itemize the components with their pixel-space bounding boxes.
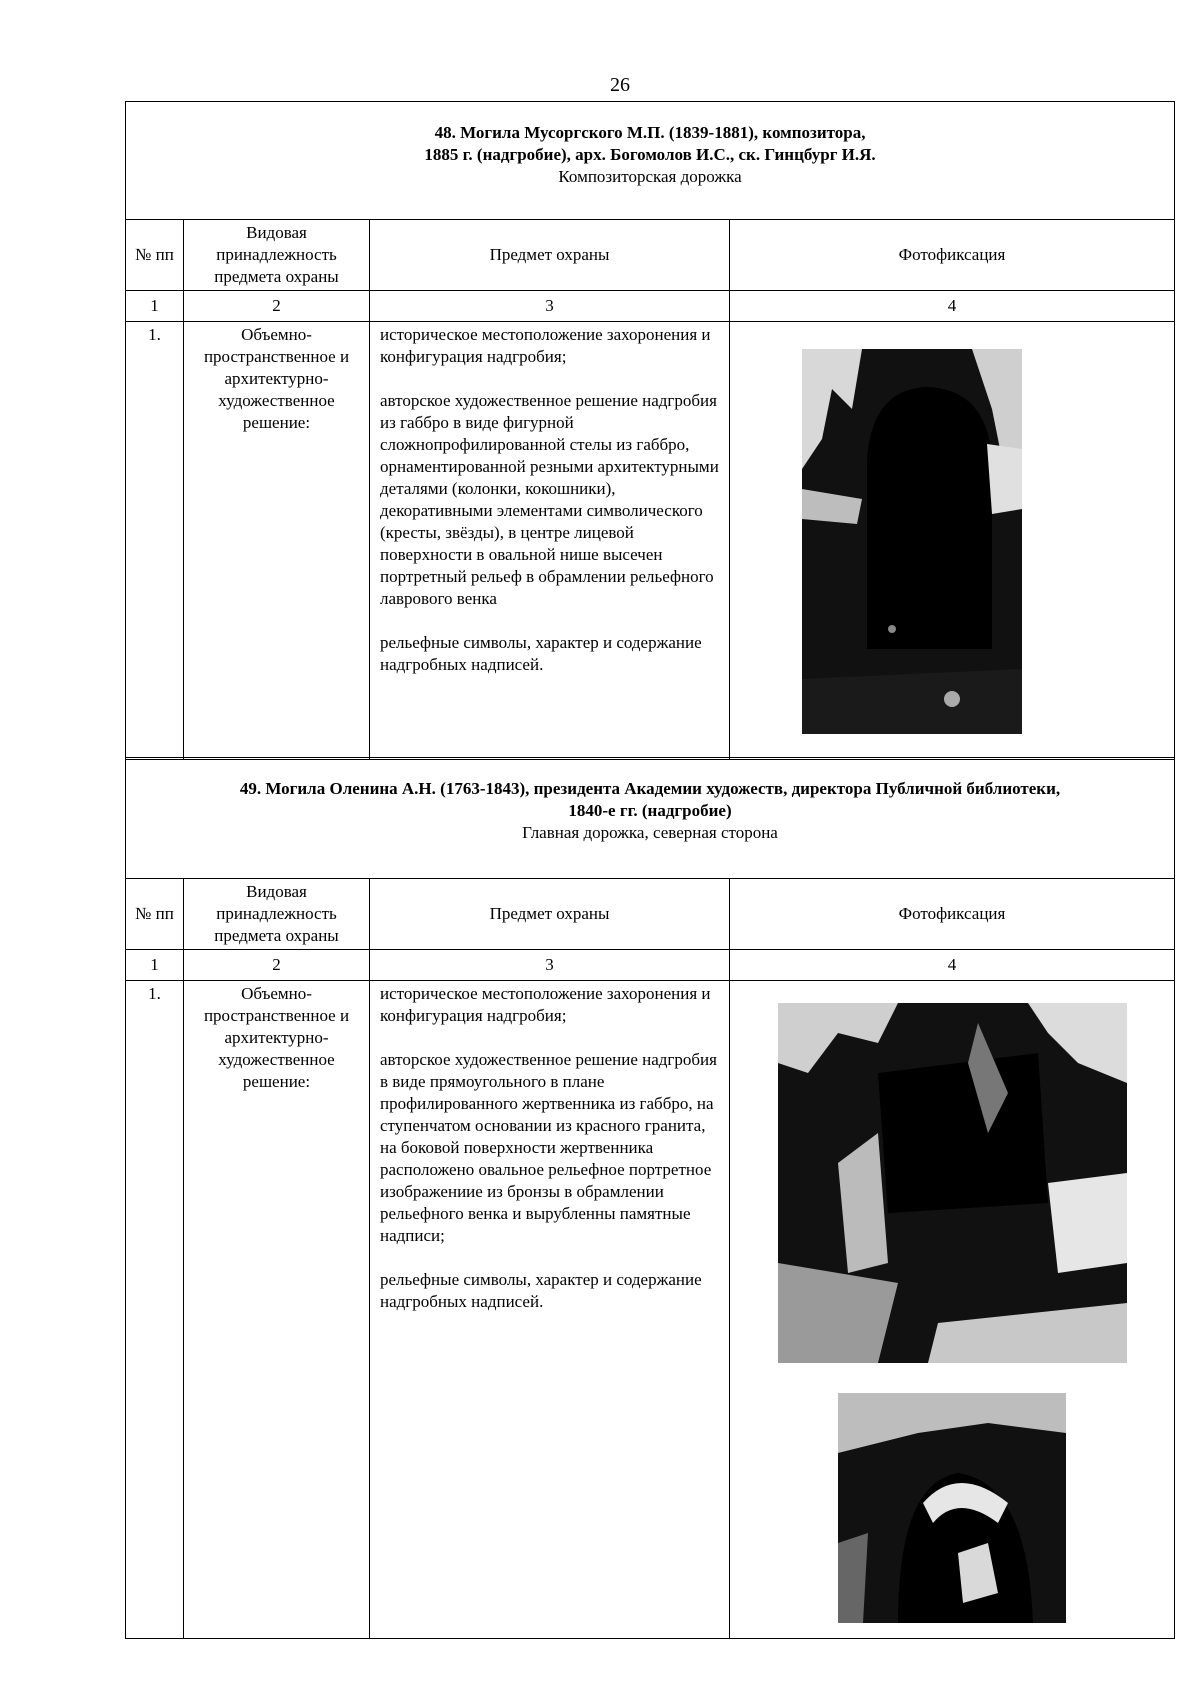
photo-image [802, 349, 1022, 734]
subject-paragraph: рельефные символы, характер и содержание надгробных надписей. [380, 1270, 702, 1311]
header-num: № пп [126, 220, 184, 291]
row-subject [370, 981, 730, 1639]
row-subject [370, 322, 730, 760]
section-title [126, 102, 1175, 220]
subject-paragraph: историческое местоположение захоронения и конфигурация надгробия; [380, 325, 711, 366]
header-subject: Предмет охраны [370, 220, 730, 291]
row-num: 1. [126, 981, 184, 1639]
title-line-2: 1840-е гг. (надгробие) [568, 801, 732, 820]
header-num: № пп [126, 879, 184, 950]
col-number-3: 3 [370, 950, 730, 981]
location: Главная дорожка, северная сторона [522, 823, 778, 842]
col-number-4: 4 [730, 950, 1175, 981]
monument-photo-detail [838, 1393, 1066, 1623]
monument-photo [802, 349, 1022, 734]
monument-table-49 [125, 757, 1175, 1639]
header-subject: Предмет охраны [370, 879, 730, 950]
location: Композиторская дорожка [558, 167, 742, 186]
header-type: Видовая принадлежность предмета охраны [184, 879, 370, 950]
page-number: 26 [610, 74, 630, 96]
header-photo: Фотофиксация [730, 879, 1175, 950]
header-type: Видовая принадлежность предмета охраны [184, 220, 370, 291]
header-photo: Фотофиксация [730, 220, 1175, 291]
subject-paragraph: рельефные символы, характер и содержание надгробных надписей. [380, 633, 702, 674]
row-num: 1. [126, 322, 184, 760]
subject-paragraph: историческое местоположение захоронения и конфигурация надгробия; [380, 984, 711, 1025]
title-line-1: 49. Могила Оленина А.Н. (1763-1843), президента Академии художеств, директора Публичной библиотеки, [239, 779, 1061, 798]
photo-cell [730, 322, 1175, 760]
col-number-1: 1 [126, 291, 184, 322]
monument-photo [778, 1003, 1127, 1363]
title-line-1: 48. Могила Мусоргского М.П. (1839-1881), композитора, [434, 123, 866, 142]
photo-image [778, 1003, 1127, 1363]
monument-table-48 [125, 101, 1175, 760]
col-number-2: 2 [184, 291, 370, 322]
subject-paragraph: авторское художественное решение надгробия из габбро в виде фигурной сложнопрофилированной стелы из габбро, орнаментированной резными архитектурными деталями (колонки, кокошники), декоративными элементами символического (кресты, звёзды), в центре лицевой поверхности в овальной нише высечен портретный рельеф в обрамлении рельефного лаврового венка [380, 391, 719, 608]
row-type: Объемно-пространственное и архитектурно-художественное решение: [184, 322, 370, 760]
col-number-2: 2 [184, 950, 370, 981]
col-number-4: 4 [730, 291, 1175, 322]
section-title [126, 758, 1175, 879]
subject-paragraph: авторское художественное решение надгробия в виде прямоугольного в плане профилированного жертвенника из габбро, на ступенчатом основании из красного гранита, на боковой поверхности жертвенника расположено овальное рельефное портретное изображениие из бронзы в обрамлении рельефного венка и вырубленны памятные надписи; [380, 1050, 717, 1245]
title-line-2: 1885 г. (надгробие), арх. Богомолов И.С., ск. Гинцбург И.Я. [424, 145, 876, 164]
row-type: Объемно-пространственное и архитектурно-художественное решение: [184, 981, 370, 1639]
photo-image [838, 1393, 1066, 1623]
col-number-1: 1 [126, 950, 184, 981]
photo-cell [730, 981, 1175, 1639]
col-number-3: 3 [370, 291, 730, 322]
